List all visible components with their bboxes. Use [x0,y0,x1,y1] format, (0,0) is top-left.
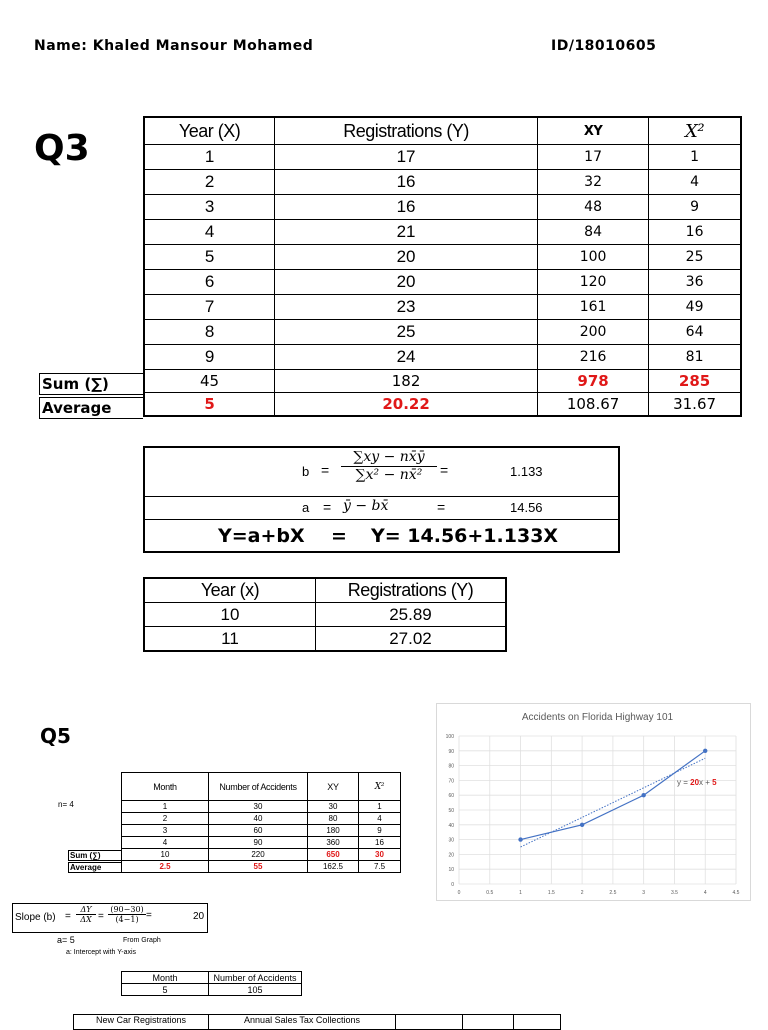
regression-general-equation: Y=a+bX [218,525,305,547]
equals-sign: = [98,911,104,922]
trendline-label-part: 5 [712,778,717,787]
table-row [144,270,741,295]
regression-formula-box [143,446,620,553]
b-denominator: ∑x² − nx̄² [341,466,437,483]
cell: 4 [144,220,275,245]
equals-sign: = [323,499,332,515]
slope-delta-y: ΔY [80,905,92,914]
average-label: Average [68,862,121,873]
cell: 30 [209,801,308,813]
cell: 20 [275,245,538,270]
table-row [144,145,741,170]
cell: 20 [275,270,538,295]
a-value: 14.56 [510,500,543,515]
b-numerator: ∑xy − nx̄ȳ [353,449,425,465]
cell: 1 [144,145,275,170]
cell: 64 [649,320,741,345]
cell: 16 [275,170,538,195]
cell: 7 [144,295,275,320]
cell: 17 [538,145,649,170]
cell: 3 [122,825,209,837]
x-tick-label: 2.5 [609,890,617,896]
cell: 21 [275,220,538,245]
cell: 24 [275,345,538,370]
header-x2: X² [649,117,741,145]
data-point [518,837,522,841]
equals-sign: = [65,911,71,922]
header-new-car-registrations: New Car Registrations [74,1015,209,1030]
x-tick-label: 0.5 [486,890,494,896]
next-question-table [73,1014,561,1030]
cell: 5 [122,984,209,996]
header-month: Month [122,972,209,984]
y-tick-label: 100 [445,734,454,740]
student-id: ID/18010605 [551,38,657,54]
cell: 36 [649,270,741,295]
equals-sign: = [331,525,347,547]
cell: 40 [209,813,308,825]
x-tick-label: 4.5 [732,890,740,896]
table-row [144,627,506,652]
slope-value: 20 [193,911,205,922]
trendline-label-part: 20 [690,778,700,787]
x-tick-label: 3 [642,890,646,896]
q3-table [143,116,742,417]
cell: 216 [538,345,649,370]
y-tick-label: 30 [448,837,454,844]
cell: 10 [144,603,316,627]
equals-sign: = [321,462,330,478]
cell: 32 [538,170,649,195]
sum-label: Sum (∑) [68,850,121,861]
q3-label: Q3 [34,128,90,169]
cell: 27.02 [316,627,507,652]
cell: 23 [275,295,538,320]
sum-x: 45 [144,370,275,393]
table-row [144,320,741,345]
cell: 80 [308,813,359,825]
cell: 200 [538,320,649,345]
q5-prediction-table [121,971,302,996]
cell: 3 [144,195,275,220]
header-xy: XY [538,117,649,145]
header-year: Year (X) [144,117,275,145]
slope-numerator: (90−30) [110,905,144,914]
header-xy: XY [308,773,359,801]
y-tick-label: 40 [448,822,454,829]
average-row [122,861,401,873]
cell: 8 [144,320,275,345]
y-tick-label: 60 [448,793,454,800]
avg-xy: 162.5 [308,861,359,873]
cell: 105 [209,984,302,996]
table-row [122,984,302,996]
sum-month: 10 [122,849,209,861]
q5-table [121,772,401,873]
x-tick-label: 4 [703,890,707,896]
sum-accidents: 220 [209,849,308,861]
student-name: Name: Khaled Mansour Mohamed [34,38,314,54]
sum-x2: 30 [359,849,401,861]
header-accidents: Number of Accidents [209,972,302,984]
regression-equation: Y= 14.56+1.133X [371,525,559,547]
header-year: Year (x) [144,578,316,603]
accidents-chart [436,703,751,901]
avg-x2: 31.67 [649,393,741,417]
sum-y: 182 [275,370,538,393]
a-label: a [302,500,310,515]
table-row [144,245,741,270]
cell: 9 [649,195,741,220]
average-row [144,393,741,417]
cell: 25.89 [316,603,507,627]
q5-label: Q5 [40,724,71,748]
x-tick-label: 3.5 [670,890,678,896]
y-tick-label: 50 [448,808,454,814]
header-registrations: Registrations (Y) [275,117,538,145]
cell: 180 [308,825,359,837]
cell: 30 [308,801,359,813]
data-point [703,749,707,753]
cell: 90 [209,837,308,849]
data-point [641,793,645,797]
data-point [580,823,584,827]
header-month: Month [122,773,209,801]
cell: 120 [538,270,649,295]
cell: 1 [359,801,401,813]
cell: 11 [144,627,316,652]
cell: 9 [359,825,401,837]
table-row [122,825,401,837]
a-formula: ȳ − bx̄ [343,498,389,514]
slope-denominator: (4−1) [108,914,146,924]
header-annual-sales-tax: Annual Sales Tax Collections [209,1015,396,1030]
cell: 25 [275,320,538,345]
cell: 6 [144,270,275,295]
x-tick-label: 1.5 [547,890,555,896]
trendline-label-part: y = [677,778,691,787]
y-tick-label: 10 [448,867,454,874]
table-row [144,295,741,320]
header-cell [514,1015,561,1030]
sum-xy: 650 [308,849,359,861]
x-tick-label: 2 [580,890,584,896]
trendline-label [677,778,717,787]
table-row [144,345,741,370]
y-tick-label: 20 [448,852,454,859]
sum-x2: 285 [649,370,741,393]
equals-sign: = [440,462,449,478]
sum-xy: 978 [538,370,649,393]
cell: 4 [359,813,401,825]
cell: 1 [122,801,209,813]
from-graph-note: From Graph [123,937,161,944]
cell: 48 [538,195,649,220]
q3-prediction-table [143,577,507,652]
intercept-value: a= 5 [57,935,75,945]
table-row [144,603,506,627]
cell: 49 [649,295,741,320]
b-label: b [302,464,310,479]
table-row [144,170,741,195]
cell: 81 [649,345,741,370]
avg-y: 20.22 [275,393,538,417]
average-label: Average [39,397,143,419]
header-cell [396,1015,463,1030]
header-x2: X² [359,773,401,801]
cell: 4 [122,837,209,849]
table-row [122,801,401,813]
cell: 2 [144,170,275,195]
x-tick-label: 0 [457,890,461,896]
cell: 4 [649,170,741,195]
cell: 16 [275,195,538,220]
avg-accidents: 55 [209,861,308,873]
n-label: n= 4 [58,800,74,809]
trendline-label-part: x + [699,778,713,787]
cell: 16 [359,837,401,849]
slope-label: Slope (b) [15,912,56,923]
table-row [144,220,741,245]
y-tick-label: 0 [451,882,454,888]
cell: 100 [538,245,649,270]
cell: 25 [649,245,741,270]
avg-x2: 7.5 [359,861,401,873]
slope-box [12,903,208,933]
cell: 9 [144,345,275,370]
y-tick-label: 70 [448,778,454,785]
avg-xy: 108.67 [538,393,649,417]
equals-sign: = [437,499,446,515]
avg-month: 2.5 [122,861,209,873]
table-row [144,195,741,220]
y-tick-label: 90 [448,748,454,755]
y-tick-label: 80 [448,763,454,770]
cell: 360 [308,837,359,849]
table-row [122,837,401,849]
accidents-chart-svg [437,704,750,900]
cell: 17 [275,145,538,170]
header-cell [463,1015,514,1030]
table-row [122,813,401,825]
intercept-note: a: Intercept with Y-axis [66,949,137,956]
sum-row [144,370,741,393]
chart-title: Accidents on Florida Highway 101 [521,712,674,723]
cell: 16 [649,220,741,245]
avg-x: 5 [144,393,275,417]
header-accidents: Number of Accidents [209,773,308,801]
sum-row [122,849,401,861]
header-registrations: Registrations (Y) [316,578,507,603]
x-tick-label: 1 [519,890,522,896]
cell: 161 [538,295,649,320]
equals-sign: = [146,910,152,921]
cell: 1 [649,145,741,170]
cell: 84 [538,220,649,245]
cell: 60 [209,825,308,837]
cell: 5 [144,245,275,270]
slope-delta-x: ΔX [76,914,96,924]
sum-label: Sum (∑) [39,373,143,395]
b-value: 1.133 [510,464,543,479]
cell: 2 [122,813,209,825]
